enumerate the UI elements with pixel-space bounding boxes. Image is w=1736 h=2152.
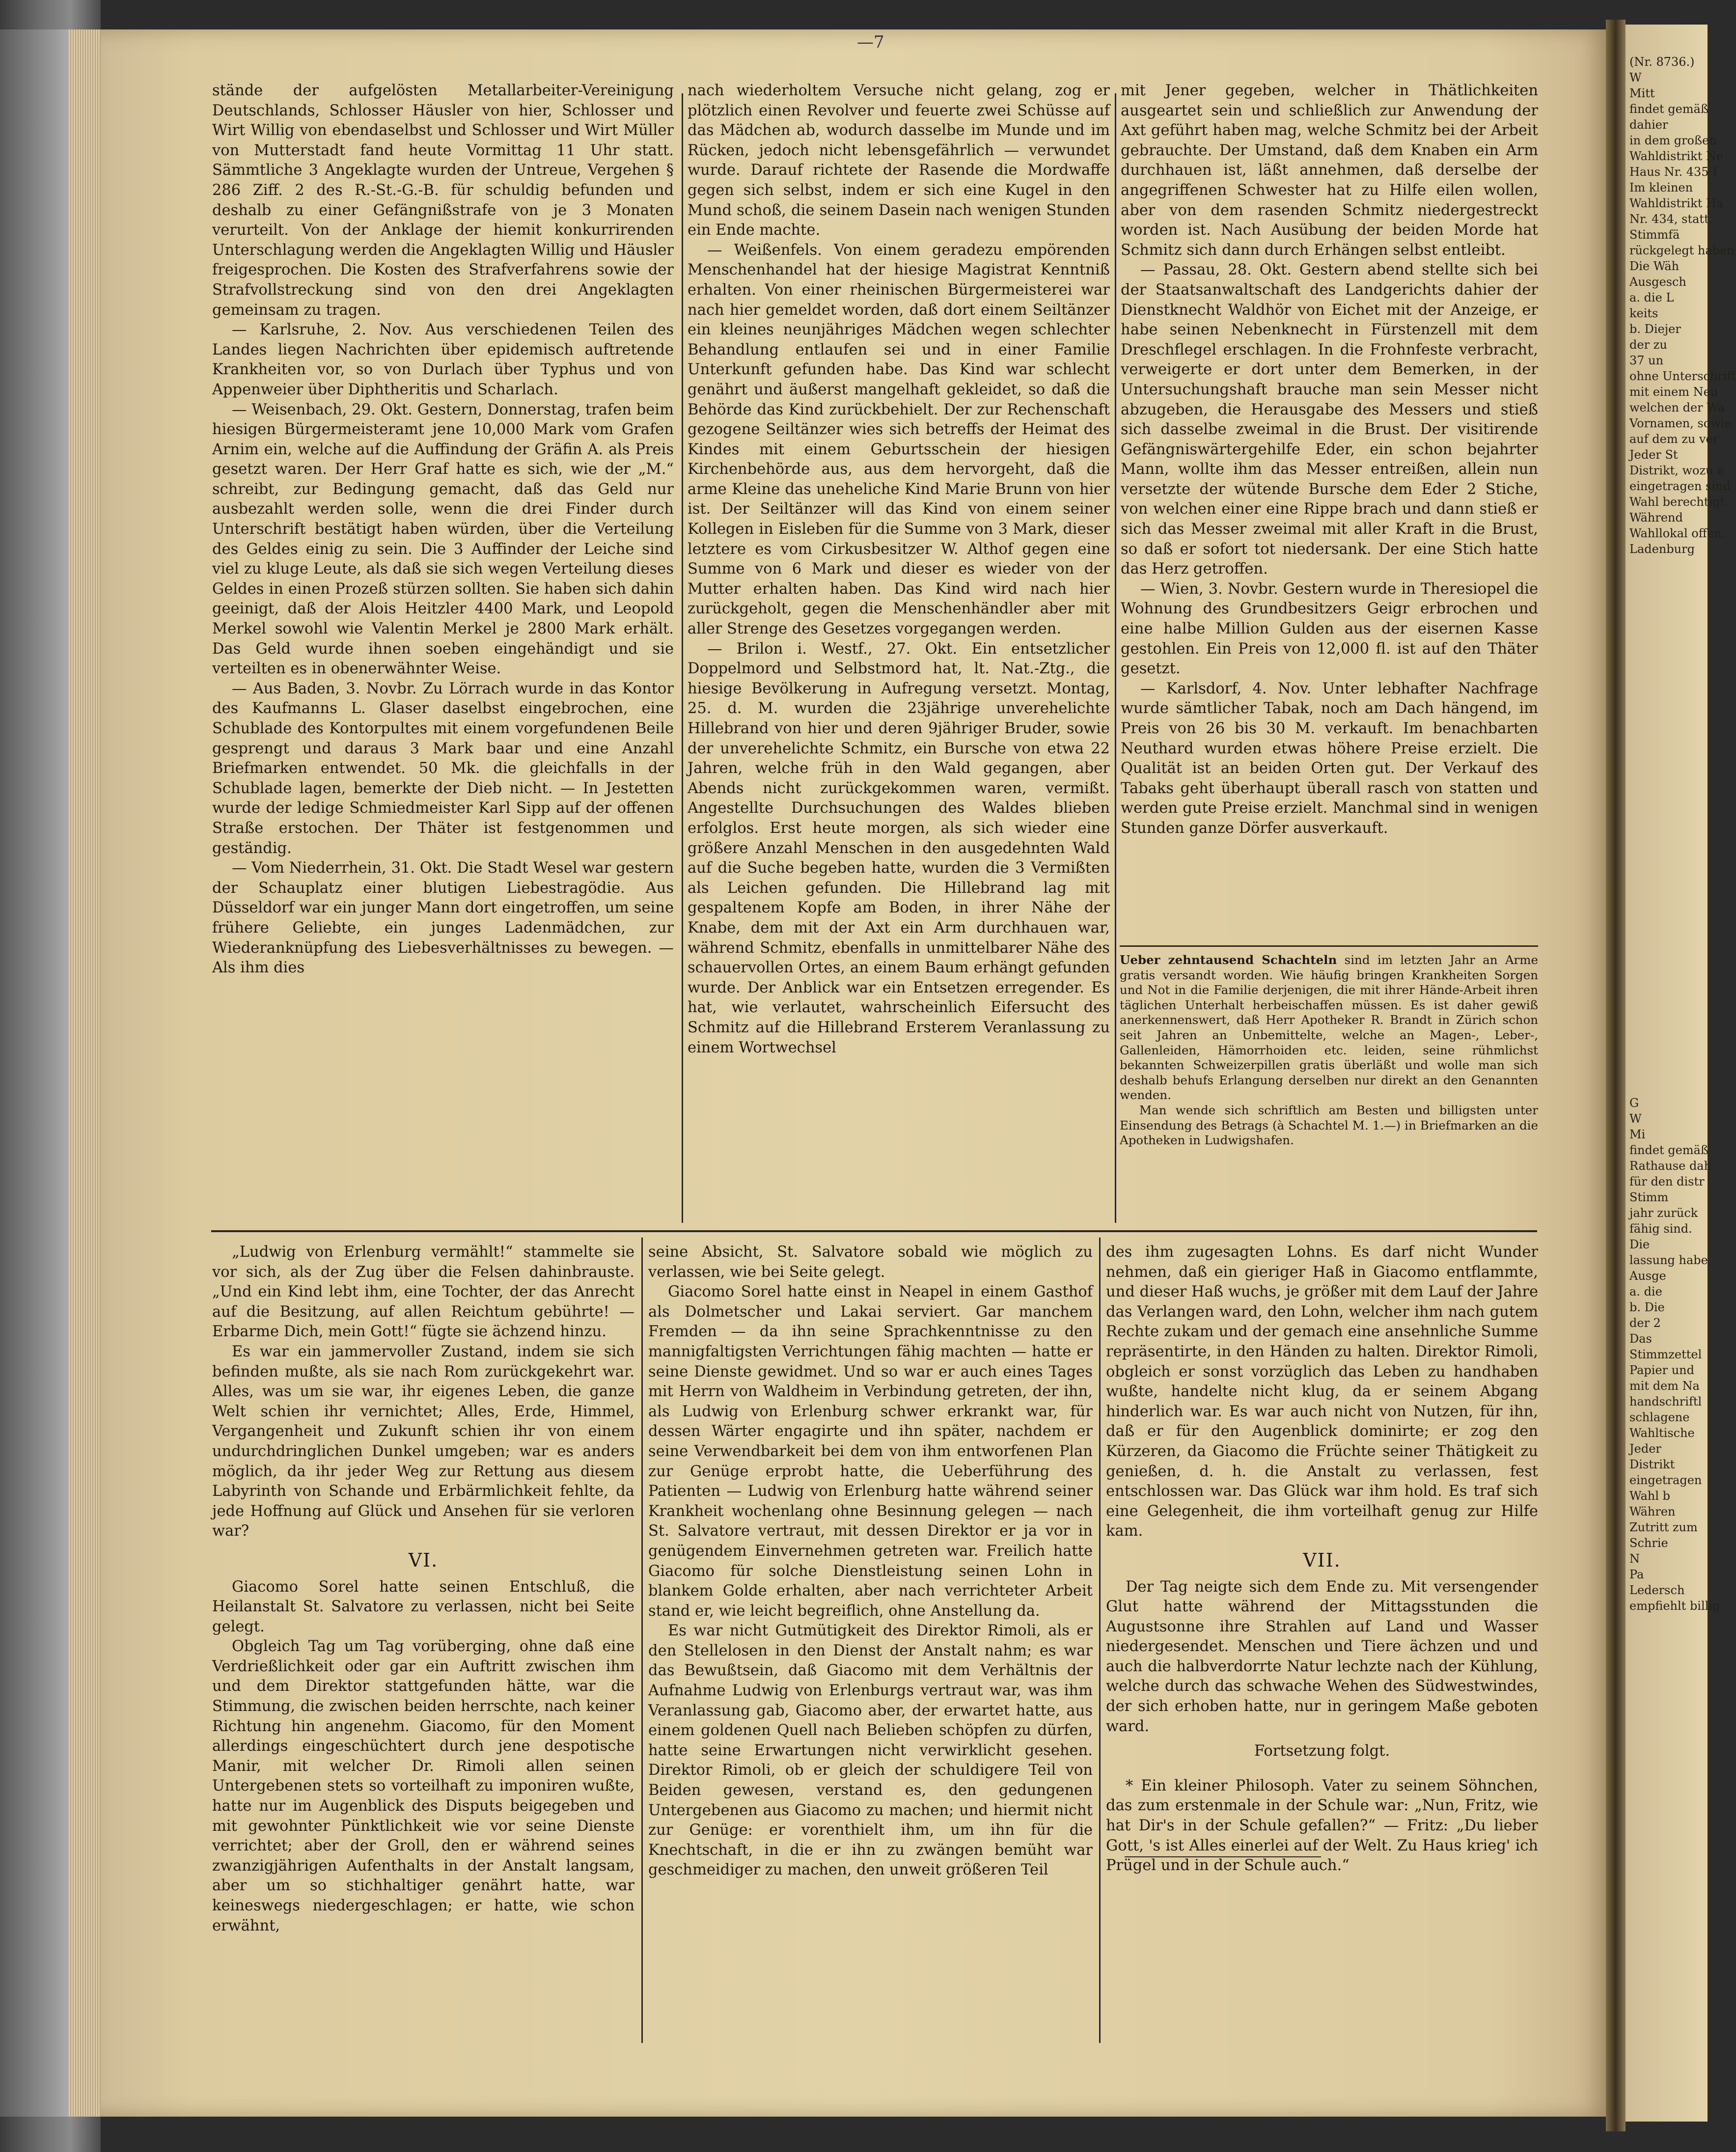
adjacent-page-line: Die Wäh (1629, 259, 1680, 273)
adjacent-page-line: fähig sind. (1629, 1222, 1692, 1236)
adjacent-page-line: Pa (1629, 1568, 1644, 1581)
ad-lead: Ueber zehntausend Schachteln (1120, 953, 1337, 967)
adjacent-page-line: mit dem Na (1629, 1379, 1700, 1393)
adjacent-page-line: Stimm (1629, 1190, 1669, 1204)
continued-note: Fortsetzung folgt. (1254, 1742, 1390, 1760)
adjacent-page-line: W (1629, 71, 1642, 84)
ad-text-2: Man wende sich schriftlich am Besten und billigsten unter Einsendung des Betrags (à Schachtel M. 1.—) in Briefmarken an die Apotheken in Ludwigshafen. (1120, 1103, 1538, 1148)
news-column-2 (688, 81, 1110, 1223)
adjacent-page-line: dahier (1629, 118, 1668, 132)
adjacent-page-line: Jeder (1629, 1442, 1661, 1456)
adjacent-page-line: Währen (1629, 1505, 1676, 1518)
adjacent-page-line: W (1629, 1112, 1642, 1126)
news-item: — Brilon i. Westf., 27. Okt. Ein entsetzlicher Doppelmord und Selbstmord hat, lt. Nat.-Ztg., die hiesige Bevölkerung in Aufregung versetzt. Montag, 25. d. M. wurden die 23jährige unverehelichte Hillebrand von hier und deren 9jähriger Bruder, sowie der unverehelichte Schmitz, ein Bursche von etwa 22 Jahren, welche früh in den Wald gegangen, aber Abends nicht zurückgekommen waren, vermißt. Angestellte Durchsuchungen des Waldes blieben erfolglos. Erst heute morgen, als sich wieder eine größere Anzahl Menschen in den ausgedehnten Wald auf die Suche begeben hatte, wurden die 3 Vermißten als Leichen gefunden. Die Hillebrand lag mit gespaltenem Kopfe am Boden, in ihrer Nähe der Knabe, dem mit der Axt ein Arm durchhauen war, während Schmitz, ebenfalls in unmittelbarer Nähe des schauervollen Ortes, an einem Baum erhängt gefunden wurde. Der Anblick war ein Entsetzen erregender. Es hat, wie verlautet, wahrscheinlich Eifersucht des Schmitz auf die Hillebrand Ersterem Veranlassung zu einem Wortwechsel (688, 640, 1110, 1056)
feuilleton-column-1 (212, 1242, 634, 2048)
adjacent-page-line: jahr zurück (1629, 1206, 1698, 1220)
story-paragraph: Giacomo Sorel hatte einst in Neapel in einem Gasthof als Dolmetscher und Lakai serviert. Gar manchem Fremden — da ihn seine Sprachkenntnisse zu den mannigfaltigsten Verrichtungen fähig machten — hatte er seine Dienste gewidmet. Und so war er auch eines Tages mit Herrn von Waldheim in Verbindung getreten, der ihn, als Ludwig von Erlenburg schwer erkrankt war, für dessen Wärter engagirte und ihn später, nachdem er seine Verwendbarkeit bei dem von ihm entworfenen Plan zur Genüge erprobt hatte, die Ueberführung des Patienten — Ludwig von Erlenburg hatte während seiner Krankheit wochenlang ohne Besinnung gelegen — nach St. Salvatore vertraut, mit dessen Direktor er ja vor in genügendem Einvernehmen getreten war. Freilich hatte Giacomo für solche Dienstleistung seinen Lohn in blankem Golde erhalten, aber nach verrichteter Arbeit stand er, wie leicht begreiflich, ohne Anstellung da. (648, 1283, 1093, 1620)
story-paragraph: seine Absicht, St. Salvatore sobald wie möglich zu verlassen, wie bei Seite gelegt. (648, 1243, 1093, 1281)
feuilleton-column-2 (648, 1242, 1093, 2048)
column-rule (1115, 93, 1116, 1223)
adjacent-page-line: keits (1629, 306, 1658, 320)
ad-text: sind im letzten Jahr an Arme gratis versandt worden. Wie häufig bringen Krankheiten Sorgen und Not in die Familie derjenigen, die mit ihrer Hände-Arbeit ihren täglichen Unterhalt herbeischaffen müssen. Es ist daher gewiß anerkennenswert, daß Herr Apotheker R. Brandt in Zürich schon seit Jahren an Unbemittelte, welche an Magen-, Leber-, Gallenleiden, Hämorrhoiden etc. leiden, seine rühmlichst bekannten Schweizerpillen gratis überläßt und wolle man sich deshalb behufs Erlangung derselben nur direkt an den Genannten wenden. (1120, 953, 1538, 1103)
story-paragraph: Es war nicht Gutmütigkeit des Direktor Rimoli, als er den Stellelosen in den Dienst der Anstalt nahm; es war das Bewußtsein, daß Giacomo mit dem Verhältnis der Aufnahme Ludwig von Erlenburgs vertraut war, was ihm Veranlassung gab, Giacomo aber, der erwartet hatte, aus einem goldenen Quell nach Belieben schöpfen zu dürfen, hatte seine Erwartungen nicht verwirklicht gesehen. Direktor Rimoli, ob er gleich der schuldigere Teil von Beiden gewesen, verstand es, den gedungenen Untergebenen aus Giacomo zu machen; und hiermit nicht zur Genüge: er vorenthielt ihm, um ihn für die Knechtschaft, in die er ihn zu zwängen bemüht war geschmeidiger zu machen, den unweit größeren Teil (648, 1622, 1093, 1879)
column-rule (1099, 1238, 1101, 2043)
adjacent-page-line: Rathause dah (1629, 1159, 1712, 1173)
page-marker: —7 (857, 32, 884, 52)
adjacent-page-line: Ausgesch (1629, 275, 1686, 289)
story-paragraph: des ihm zugesagten Lohns. Es darf nicht Wunder nehmen, daß ein gieriger Haß in Giacomo entflammte, und dieser Haß wuchs, je größer mit dem Lauf der Jahre das Verlangen ward, den Lohn, welcher ihm nach gutem Rechte zukam und der gemach eine ansehnliche Summe repräsentirte, in den Händen zu halten. Direktor Rimoli, obgleich er sonst vorzüglich das Leben zu handhaben wußte, handelte nicht klug, da er seinem Abgang hinderlich war. Es war auch nicht von Nutzen, für ihn, daß er für den Augenblick dominirte; er zog den Kürzeren, da Giacomo die Früchte seiner Thätigkeit zu genießen, d. h. die Anstalt zu verlassen, fest entschlossen war. Das Glück war ihm hold. Es traf sich eine Gelegenheit, die ihm vorteilhaft genug zur Hilfe kam. (1106, 1243, 1538, 1540)
news-item: — Wien, 3. Novbr. Gestern wurde in Theresiopel die Wohnung des Grundbesitzers Geigr erbrochen und eine halbe Million Gulden aus der eisernen Kasse gestohlen. Ein Preis von 12,000 fl. ist auf den Thäter gesetzt. (1121, 580, 1538, 678)
adjacent-page-line: Ladenburg (1629, 542, 1695, 556)
column-rule (641, 1238, 643, 2043)
adjacent-page-line: Wahl berechtigt. (1629, 495, 1729, 509)
ad-top-rule (1120, 945, 1538, 947)
adjacent-page-line: Das (1629, 1332, 1652, 1346)
adjacent-page-line: findet gemäß (1629, 102, 1708, 116)
chapter-heading-vi: VI. (408, 1549, 439, 1571)
adjacent-page-line: Vornamen, sowie (1629, 416, 1732, 430)
adjacent-page-text-bottom (1629, 1095, 1720, 2077)
news-item: — Karlsruhe, 2. Nov. Aus verschiedenen Teilen des Landes liegen Nachrichten über epidemisch auftretende Krankheiten vor, so von Durlach über Typhus und von Appenweier über Diphtheritis und Scharlach. (212, 321, 674, 398)
adjacent-page-line: Im kleinen (1629, 181, 1693, 194)
adjacent-page-line: Jeder St (1629, 448, 1678, 462)
column-rule (682, 93, 683, 1223)
adjacent-page-line: Ledersch (1629, 1583, 1685, 1597)
advertisement (1120, 953, 1538, 1148)
adjacent-page-line: Zutritt zum (1629, 1520, 1698, 1534)
news-item: — Weisenbach, 29. Okt. Gestern, Donnerstag, trafen beim hiesigen Bürgermeisteramt jene 10,000 Mark vom Grafen Arnim ein, welche auf die Auffindung der Gräfin A. als Preis gesetzt waren. Der Herr Graf hatte es sich, wie der „M.“ schreibt, zur Bedingung gemacht, daß das Geld nur ausbezahlt werden solle, wenn die drei Finder durch Unterschrift bestätigt haben würden, über die Verteilung des Geldes einig zu sein. Die 3 Auffinder der Leiche sind viel zu kluge Leute, als daß sie sich wegen Verteilung dieses Geldes in einen Prozeß stürzen sollten. Sie haben sich dahin geeinigt, daß der Alois Heitzler 4400 Mark, und Leopold Merkel sowohl wie Valentin Merkel je 2800 Mark erhält. Das Geld wurde ihnen soeben eingehändigt und sie verteilten es in obenerwähnter Weise. (212, 401, 674, 678)
adjacent-page-line: mit einem Neu (1629, 385, 1718, 399)
news-item: stände der aufgelösten Metallarbeiter-Vereinigung Deutschlands, Schlosser Häusler von hier, Schlosser und Wirt Willig von ebendaselbst und Schlosser und Wirt Müller von Mutterstadt fand heute Vormittag 11 Uhr statt. Sämmtliche 3 Angeklagte wurden der Untreue, Vergehen § 286 Ziff. 2 des R.-St.-G.-B. für schuldig befunden und deshalb zu einer Gefängnißstrafe von je 3 Monaten verurteilt. Von der Anklage der hiemit konkurrirenden Unterschlagung werden die Angeklagten Willig und Häusler freigesprochen. Die Kosten des Strafverfahrens sowie der Strafvollstreckung sind von den drei Angeklagten gemeinsam zu tragen. (212, 82, 674, 319)
adjacent-page-line: G (1629, 1096, 1639, 1110)
adjacent-page-line: Haus Nr. 435 I (1629, 165, 1717, 179)
adjacent-page-line: schlagene (1629, 1410, 1690, 1424)
news-item: — Aus Baden, 3. Novbr. Zu Lörrach wurde in das Kontor des Kaufmanns L. Glaser daselbst eingebrochen, eine Schublade des Kontorpultes mit einem vorgefundenen Beile gesprengt und daraus 3 Mark baar und eine Anzahl Briefmarken entwendet. 50 Mk. die gleichfalls in der Schublade lagen, bemerkte der Dieb nicht. — In Jestetten wurde der ledige Schmiedmeister Karl Sipp auf der offenen Straße erstochen. Der Thäter ist festgenommen und geständig. (212, 680, 674, 857)
adjacent-page-line: rückgelegt haben (1629, 244, 1735, 257)
adjacent-page-line: Schrie (1629, 1536, 1668, 1550)
adjacent-page-line: in dem großen (1629, 134, 1717, 147)
adjacent-page-line: Wahltische (1629, 1426, 1695, 1440)
adjacent-page-line: Während (1629, 511, 1683, 524)
news-item: nach wiederholtem Versuche nicht gelang, zog er plötzlich einen Revolver und feuerte zwei Schüsse auf das Mädchen ab, wodurch dasselbe im Munde und im Rücken, jedoch nicht lebensgefährlich — verwundet wurde. Darauf richtete der Rasende die Mordwaffe gegen sich selbst, indem er sich eine Kugel in den Mund schoß, die seinem Dasein nach wenigen Stunden ein Ende machte. (688, 82, 1110, 239)
adjacent-page-line: Distrikt (1629, 1458, 1675, 1471)
adjacent-page-line: Stimmzettel (1629, 1348, 1702, 1361)
adjacent-page-line: Wahldistrikt Ne (1629, 149, 1724, 163)
adjacent-page-line: b. Diejer (1629, 322, 1681, 336)
anecdote: * Ein kleiner Philosoph. Vater zu seinem Söhnchen, das zum erstenmale in der Schule war: „Nun, Fritz, wie hat Dir's in der Schule gefallen?“ — Fritz: „Du lieber Gott, 's ist Alles einerlei auf der Welt. Zu Haus krieg' ich Prügel und in der Schule auch.“ (1106, 1777, 1538, 1875)
adjacent-page-line: lassung habe (1629, 1253, 1708, 1267)
adjacent-page-line: N (1629, 1552, 1640, 1566)
adjacent-page-line: Mitt (1629, 86, 1655, 100)
story-paragraph: Der Tag neigte sich dem Ende zu. Mit versengender Glut hatte während der Mittagsstunden die Augustsonne ihre Strahlen auf Land und Wasser niedergesendet. Menschen und Tiere ächzen und und auch die halbverdorrte Natur lechzte nach der Kühlung, welche durch das schwache Wehen des Südwestwindes, der sich erhoben hatte, nur in geringem Maße geboten ward. (1106, 1578, 1538, 1735)
story-paragraph: Es war ein jammervoller Zustand, indem sie sich befinden mußte, als sie nach Rom zurückgekehrt war. Alles, was um sie war, ihr eigenes Leben, die ganze Welt schien ihr vernichtet; Alles, Erde, Himmel, Vergangenheit und Zukunft schien ihr von einem undurchdringlichen Dunkel umgeben; war es anders möglich, da ihr jeder Weg zur Rettung aus diesem Labyrinth von Schande und Erbärmlichkeit fehlte, da jede Hoffnung auf Glück und Ansehen für sie verloren war? (212, 1343, 634, 1540)
adjacent-page-line: Die (1629, 1238, 1650, 1251)
adjacent-page-line: Distrikt, wozu e (1629, 464, 1724, 477)
adjacent-page-line: Stimmfä (1629, 228, 1680, 242)
news-column-1 (212, 81, 674, 1223)
adjacent-page-line: findet gemäß (1629, 1143, 1708, 1157)
chapter-heading-vii: VII. (1303, 1549, 1341, 1571)
story-paragraph: Giacomo Sorel hatte seinen Entschluß, die Heilanstalt St. Salvatore zu verlassen, nicht bei Seite gelegt. (212, 1578, 634, 1635)
adjacent-page-line: Wahldistrikt Ha (1629, 196, 1724, 210)
news-item: — Weißenfels. Von einem geradezu empörenden Menschenhandel hat der hiesige Magistrat Kenntniß erhalten. Von einer rheinischen Bürgermeisterei war nach hier gemeldet worden, daß dort einem Seiltänzer ein kleines neunjähriges Mädchen wegen schlechter Behandlung entlaufen sei und in einer Familie Unterkunft gefunden habe. Das Kind war schlecht genährt und äußerst mangelhaft gekleidet, so daß die Behörde das Kind zurückbehielt. Der zur Rechenschaft gezogene Seiltänzer wies sich betreffs der Heimat des Kindes mit einem Geburtsschein der hiesigen Kirchenbehörde aus, aus dem hervorgeht, daß die arme Kleine das uneheliche Kind Marie Brunn von hier ist. Der Seiltänzer will das Kind von einem seiner Kollegen in Eisleben für die Summe von 3 Mark, dieser letztere es vom Cirkusbesitzer W. Althof gegen eine Summe von 6 Mark und dieser es wieder von der Mutter erhalten haben. Das Kind wird nach hier zurückgeholt, gegen die Menschenhändler aber mit aller Strenge des Gesetzes vorgegangen werden. (688, 241, 1110, 638)
feuilleton-rule (211, 1230, 1537, 1232)
adjacent-page-line: Wahllokal offen. (1629, 526, 1726, 540)
adjacent-page-line: eingetragen (1629, 1473, 1702, 1487)
adjacent-page-line: der 2 (1629, 1316, 1661, 1330)
adjacent-page-line: a. die L (1629, 291, 1674, 304)
story-paragraph: Obgleich Tag um Tag vorüberging, ohne daß eine Verdrießlichkeit oder gar ein Auftritt zwischen ihm und dem Direktor stattgefunden hätte, war die Stimmung, die zwischen beiden herrschte, nach keiner Richtung hin angenehm. Giacomo, für den Moment allerdings eingeschüchtert durch jene despotische Manir, mit welcher Dr. Rimoli allen seinen Untergebenen stets so vorteilhaft zu imponiren wußte, hatte nur im Augenblick des Disputs beigegeben und mit gewohnter Pünktlichkeit wie vor seine Dienste verrichtet; aber der Groll, den er während seines zwanzigjährigen Aufenthalts in der Anstalt langsam, aber um so stichhaltiger genährt hatte, war keineswegs niedergeschlagen; er hatte, wie schon erwähnt, (212, 1638, 634, 1934)
adjacent-page-line: Mi (1629, 1128, 1646, 1141)
news-item: mit Jener gegeben, welcher in Thätlichkeiten ausgeartet sein und schließlich zur Anwendung der Axt geführt haben mag, welche Schmitz bei der Arbeit gebrauchte. Der Umstand, daß dem Knaben ein Arm durchhauen ist, läßt annehmen, daß derselbe der angegriffenen Schwester hat zu Hilfe eilen wollen, aber von dem rasenden Schmitz niedergestreckt worden ist. Nach Ausübung der beiden Morde hat Schmitz sich dann durch Erhängen selbst entleibt. (1121, 82, 1538, 259)
adjacent-page-line: ohne Unterschrift (1629, 369, 1736, 383)
adjacent-page-line: Wahl b (1629, 1489, 1671, 1503)
adjacent-page-line: Nr. 434, statt. (1629, 212, 1713, 226)
adjacent-page-line: handschriftl (1629, 1395, 1702, 1408)
adjacent-page-line: 37 un (1629, 354, 1664, 367)
adjacent-page-line: der zu (1629, 338, 1667, 352)
adjacent-page-line: welchen der Wa (1629, 401, 1725, 414)
adjacent-page-line: Ausge (1629, 1269, 1666, 1283)
news-item: — Passau, 28. Okt. Gestern abend stellte sich bei der Staatsanwaltschaft des Landgerichts dahier der Dienstknecht Waldhör von Eichet mit der Anzeige, er habe seinen Nebenknecht in Fürstenzell mit dem Dreschflegel erschlagen. In die Frohnfeste verbracht, verweigerte er dort unter dem Bemerken, in der Untersuchungshaft brauche man sein Messer nicht abzugeben, die Herausgabe des Messers und stieß sich dasselbe zweimal in die Brust. Der visitirende Gefängniswärtergehilfe Eder, ein schon bejahrter Mann, wollte ihm das Messer entreißen, allein nun versetzte der wütende Bursche dem Eder 2 Stiche, von welchen einer eine Rippe brach und dann stieß er sich das Messer zweimal mit aller Kraft in die Brust, so daß er sofort tot niedersank. Der eine Stich hatte das Herz getroffen. (1121, 261, 1538, 578)
adjacent-page-line: für den distr (1629, 1175, 1705, 1188)
adjacent-page-text-top (1629, 54, 1736, 977)
page-gutter (1606, 20, 1626, 2131)
news-item: — Karlsdorf, 4. Nov. Unter lebhafter Nachfrage wurde sämtlicher Tabak, noch am Dach hängend, im Preis von 26 bis 30 M. verkauft. Im benachbarten Neuthard wurden etwas höhere Preise erzielt. Die Qualität ist an beiden Orten gut. Der Verkauf des Tabaks geht überhaupt überall rasch von statten und werden gute Preise erzielt. Manchmal sind in wenigen Stunden ganze Dörfer ausverkauft. (1121, 680, 1538, 837)
page-edges (69, 29, 103, 2117)
story-paragraph: „Ludwig von Erlenburg vermählt!“ stammelte sie vor sich, als der Zug über die Felsen dahinbrauste. „Und ein Kind lebt ihm, eine Tochter, der das Anrecht auf die Besitzung, auf allen Reichtum gebührte! — Erbarme Dich, mein Gott!“ fügte sie ächzend hinzu. (212, 1243, 634, 1341)
adjacent-page-line: auf dem zu ver (1629, 432, 1719, 446)
adjacent-page-line: b. Die (1629, 1300, 1665, 1314)
news-item: — Vom Niederrhein, 31. Okt. Die Stadt Wesel war gestern der Schauplatz einer blutigen Liebestragödie. Aus Düsseldorf war ein junger Mann dort eingetroffen, um seine frühere Geliebte, ein junges Ladenmädchen, zur Wiederanknüpfung des Liebesverhältnisses zu bewegen. — Als ihm dies (212, 859, 674, 977)
adjacent-page-line: Papier und (1629, 1363, 1694, 1377)
adjacent-page-line: empfiehlt billig (1629, 1599, 1720, 1613)
adjacent-page-line: a. die (1629, 1285, 1662, 1298)
news-column-3 (1121, 81, 1538, 940)
adjacent-page-line: (Nr. 8736.) (1629, 55, 1695, 69)
feuilleton-column-3 (1106, 1242, 1538, 2048)
adjacent-page-line: eingetragen sind (1629, 479, 1731, 493)
